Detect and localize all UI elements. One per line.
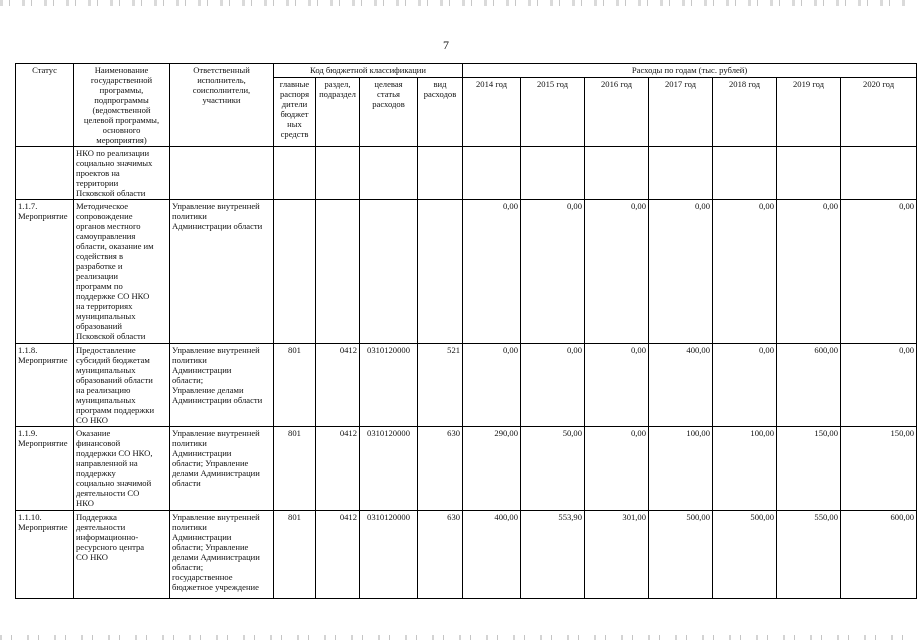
row-target: 0310120000	[360, 344, 418, 427]
row-status: 1.1.8. Мероприятие	[16, 344, 74, 427]
row-status: 1.1.10. Мероприятие	[16, 511, 74, 599]
row-grbs	[274, 147, 316, 200]
header-kbk-target: целевая статья расходов	[360, 78, 418, 147]
row-year-value: 301,00	[585, 511, 649, 599]
header-year: 2016 год	[585, 78, 649, 147]
row-year-value	[713, 147, 777, 200]
row-grbs: 801	[274, 511, 316, 599]
row-responsible	[170, 147, 274, 200]
row-year-value: 0,00	[649, 200, 713, 344]
header-kbk-section: раздел, подраздел	[316, 78, 360, 147]
row-responsible: Управление внутренней политики Администрации области; Управление делами Администрации области; государственное бюджетное учреждение	[170, 511, 274, 599]
table-row	[16, 344, 917, 427]
budget-table	[15, 63, 917, 599]
scan-edge-top	[0, 0, 905, 6]
header-expenses-group: Расходы по годам (тыс. рублей)	[463, 64, 917, 78]
table-row	[16, 200, 917, 344]
table-row	[16, 511, 917, 599]
row-year-value: 0,00	[463, 344, 521, 427]
row-year-value: 550,00	[777, 511, 841, 599]
row-year-value: 0,00	[463, 200, 521, 344]
row-name: Оказание финансовой поддержки СО НКО, направленной на поддержку социально значимой деятельности СО НКО	[74, 427, 170, 511]
row-status: 1.1.9. Мероприятие	[16, 427, 74, 511]
row-year-value: 0,00	[585, 344, 649, 427]
row-year-value: 150,00	[777, 427, 841, 511]
row-name: Методическое сопровождение органов местного самоуправления области, оказание им содействия в разработке и реализации программ по поддержке СО НКО на территориях муниципальных образований Псковской области	[74, 200, 170, 344]
row-year-value: 0,00	[841, 344, 917, 427]
row-year-value: 0,00	[713, 344, 777, 427]
row-year-value: 600,00	[841, 511, 917, 599]
row-name: НКО по реализации социально значимых проектов на территории Псковской области	[74, 147, 170, 200]
row-target	[360, 147, 418, 200]
header-kbk-grbs: главные распоря дители бюджет ных средств	[274, 78, 316, 147]
row-year-value: 150,00	[841, 427, 917, 511]
row-year-value	[649, 147, 713, 200]
row-year-value: 600,00	[777, 344, 841, 427]
row-status	[16, 147, 74, 200]
row-type: 521	[418, 344, 463, 427]
row-year-value	[841, 147, 917, 200]
header-status: Статус	[16, 64, 74, 147]
row-year-value: 553,90	[521, 511, 585, 599]
row-target: 0310120000	[360, 427, 418, 511]
row-type: 630	[418, 511, 463, 599]
row-type	[418, 200, 463, 344]
row-responsible: Управление внутренней политики Администрации области; Управление делами Администрации области	[170, 344, 274, 427]
row-year-value: 100,00	[649, 427, 713, 511]
row-section: 0412	[316, 511, 360, 599]
row-year-value: 100,00	[713, 427, 777, 511]
row-year-value: 290,00	[463, 427, 521, 511]
row-year-value	[777, 147, 841, 200]
row-grbs	[274, 200, 316, 344]
scan-edge-bottom	[0, 635, 905, 640]
row-section: 0412	[316, 427, 360, 511]
row-grbs: 801	[274, 344, 316, 427]
row-name: Поддержка деятельности информационно- ресурсного центра СО НКО	[74, 511, 170, 599]
row-status: 1.1.7. Мероприятие	[16, 200, 74, 344]
row-year-value: 0,00	[521, 200, 585, 344]
row-type	[418, 147, 463, 200]
row-year-value: 0,00	[713, 200, 777, 344]
row-year-value: 0,00	[585, 200, 649, 344]
row-section	[316, 200, 360, 344]
row-target: 0310120000	[360, 511, 418, 599]
table-row	[16, 147, 917, 200]
row-target	[360, 200, 418, 344]
row-year-value: 400,00	[463, 511, 521, 599]
header-year: 2015 год	[521, 78, 585, 147]
row-year-value: 0,00	[521, 344, 585, 427]
row-year-value	[463, 147, 521, 200]
header-kbk-group: Код бюджетной классификации	[274, 64, 463, 78]
header-year: 2018 год	[713, 78, 777, 147]
header-responsible: Ответственный исполнитель, соисполнители, участники	[170, 64, 274, 147]
row-year-value: 0,00	[777, 200, 841, 344]
row-year-value: 50,00	[521, 427, 585, 511]
row-year-value: 500,00	[649, 511, 713, 599]
row-year-value	[521, 147, 585, 200]
header-year: 2014 год	[463, 78, 521, 147]
header-year: 2019 год	[777, 78, 841, 147]
row-name: Предоставление субсидий бюджетам муниципальных образований области на реализацию муниципальных программ поддержки СО НКО	[74, 344, 170, 427]
row-year-value: 0,00	[585, 427, 649, 511]
header-year: 2017 год	[649, 78, 713, 147]
row-type: 630	[418, 427, 463, 511]
row-year-value: 400,00	[649, 344, 713, 427]
row-year-value: 500,00	[713, 511, 777, 599]
row-section	[316, 147, 360, 200]
header-name: Наименование государственной программы, подпрограммы (ведомственной целевой программы, основного мероприятия)	[74, 64, 170, 147]
row-grbs: 801	[274, 427, 316, 511]
row-responsible: Управление внутренней политики Администрации области; Управление делами Администрации области	[170, 427, 274, 511]
row-year-value	[585, 147, 649, 200]
header-year: 2020 год	[841, 78, 917, 147]
row-responsible: Управление внутренней политики Администрации области	[170, 200, 274, 344]
row-year-value: 0,00	[841, 200, 917, 344]
header-kbk-type: вид расходов	[418, 78, 463, 147]
row-section: 0412	[316, 344, 360, 427]
table-row	[16, 427, 917, 511]
table-header	[16, 64, 917, 147]
page-number: 7	[443, 38, 449, 52]
